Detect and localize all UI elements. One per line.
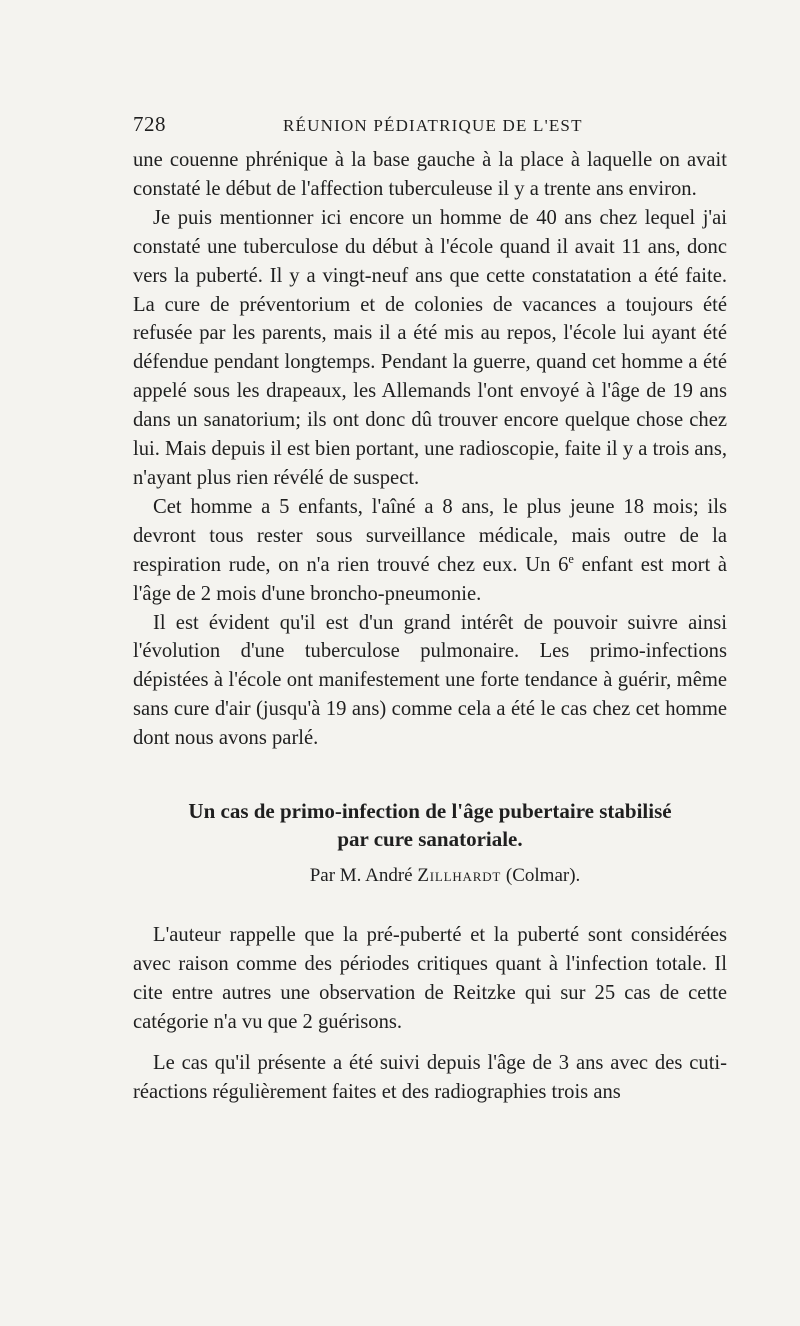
para3-text-b: enfant est mort à l'âge de 2 mois d'une broncho-pneumonie. bbox=[133, 553, 727, 605]
para3-text-a: Cet homme a 5 enfants, l'aîné a 8 ans, le plus jeune 18 mois; ils devront tous rester sous surveillance médicale, mais outre de la respiration rude, on n'a rien trouvé chez eux. Un 6 bbox=[133, 495, 727, 576]
byline-prefix: Par M. André bbox=[309, 865, 413, 887]
book-page bbox=[133, 112, 727, 1106]
author-byline bbox=[133, 863, 727, 889]
page-number: 728 bbox=[133, 112, 166, 136]
paragraph-author-recalls: L'auteur rappelle que la pré-puberté et la puberté sont considérées avec raison comme des périodes critiques quant à l'infection totale. Il cite entre autres une observation de Reitzke qui sur 25 cas de cette catégorie n'a vu que 2 guérisons. bbox=[133, 924, 727, 1033]
paragraph-continuation: une couenne phrénique à la base gauche à la place à laquelle on avait constaté le début de l'affection tuberculeuse il y a trente ans environ. bbox=[133, 149, 727, 200]
running-title: RÉUNION PÉDIATRIQUE DE L'EST bbox=[283, 116, 583, 135]
paragraph-case-40-year-old: Je puis mentionner ici encore un homme de 40 ans chez lequel j'ai constaté une tuberculose du début à l'école quand il avait 11 ans, donc vers la puberté. Il y a vingt-neuf ans que cette constatation a été faite. La cure de préventorium et de colonies de vacances a toujours été refusée par les parents, mais il a été mis au repos, l'école lui ayant été défendue pendant longtemps. Pendant la guerre, quand cet homme a été appelé sous les drapeaux, les Allemands l'ont envoyé à l'âge de 19 ans dans un sanatorium; ils ont donc dû trouver encore quelque chose chez lui. Mais depuis il est bien portant, une radioscopie, faite il y a trois ans, n'ayant plus rien révélé de suspect. bbox=[133, 206, 727, 489]
running-head bbox=[133, 112, 727, 146]
section-title bbox=[133, 797, 727, 853]
section-title-line-2: par cure sanatoriale. bbox=[337, 827, 523, 852]
section-title-line-1: Un cas de primo-infection de l'âge pubertaire stabilisé bbox=[188, 799, 672, 824]
byline-suffix: (Colmar). bbox=[505, 865, 581, 887]
paragraph-case-followed: Le cas qu'il présente a été suivi depuis l'âge de 3 ans avec des cuti-réactions régulièrement faites et des radiographies trois ans bbox=[133, 1051, 727, 1103]
paragraph-children bbox=[133, 493, 727, 609]
author-name: Zillhardt bbox=[417, 865, 502, 887]
ordinal-superscript: e bbox=[568, 551, 574, 566]
paragraph-evolution: Il est évident qu'il est d'un grand intérêt de pouvoir suivre ainsi l'évolution d'une tuberculose pulmonaire. Les primo-infections dépistées à l'école ont manifestement une forte tendance à guérir, même sans cure d'air (jusqu'à 19 ans) comme cela a été le cas chez cet homme dont nous avons parlé. bbox=[133, 611, 727, 750]
